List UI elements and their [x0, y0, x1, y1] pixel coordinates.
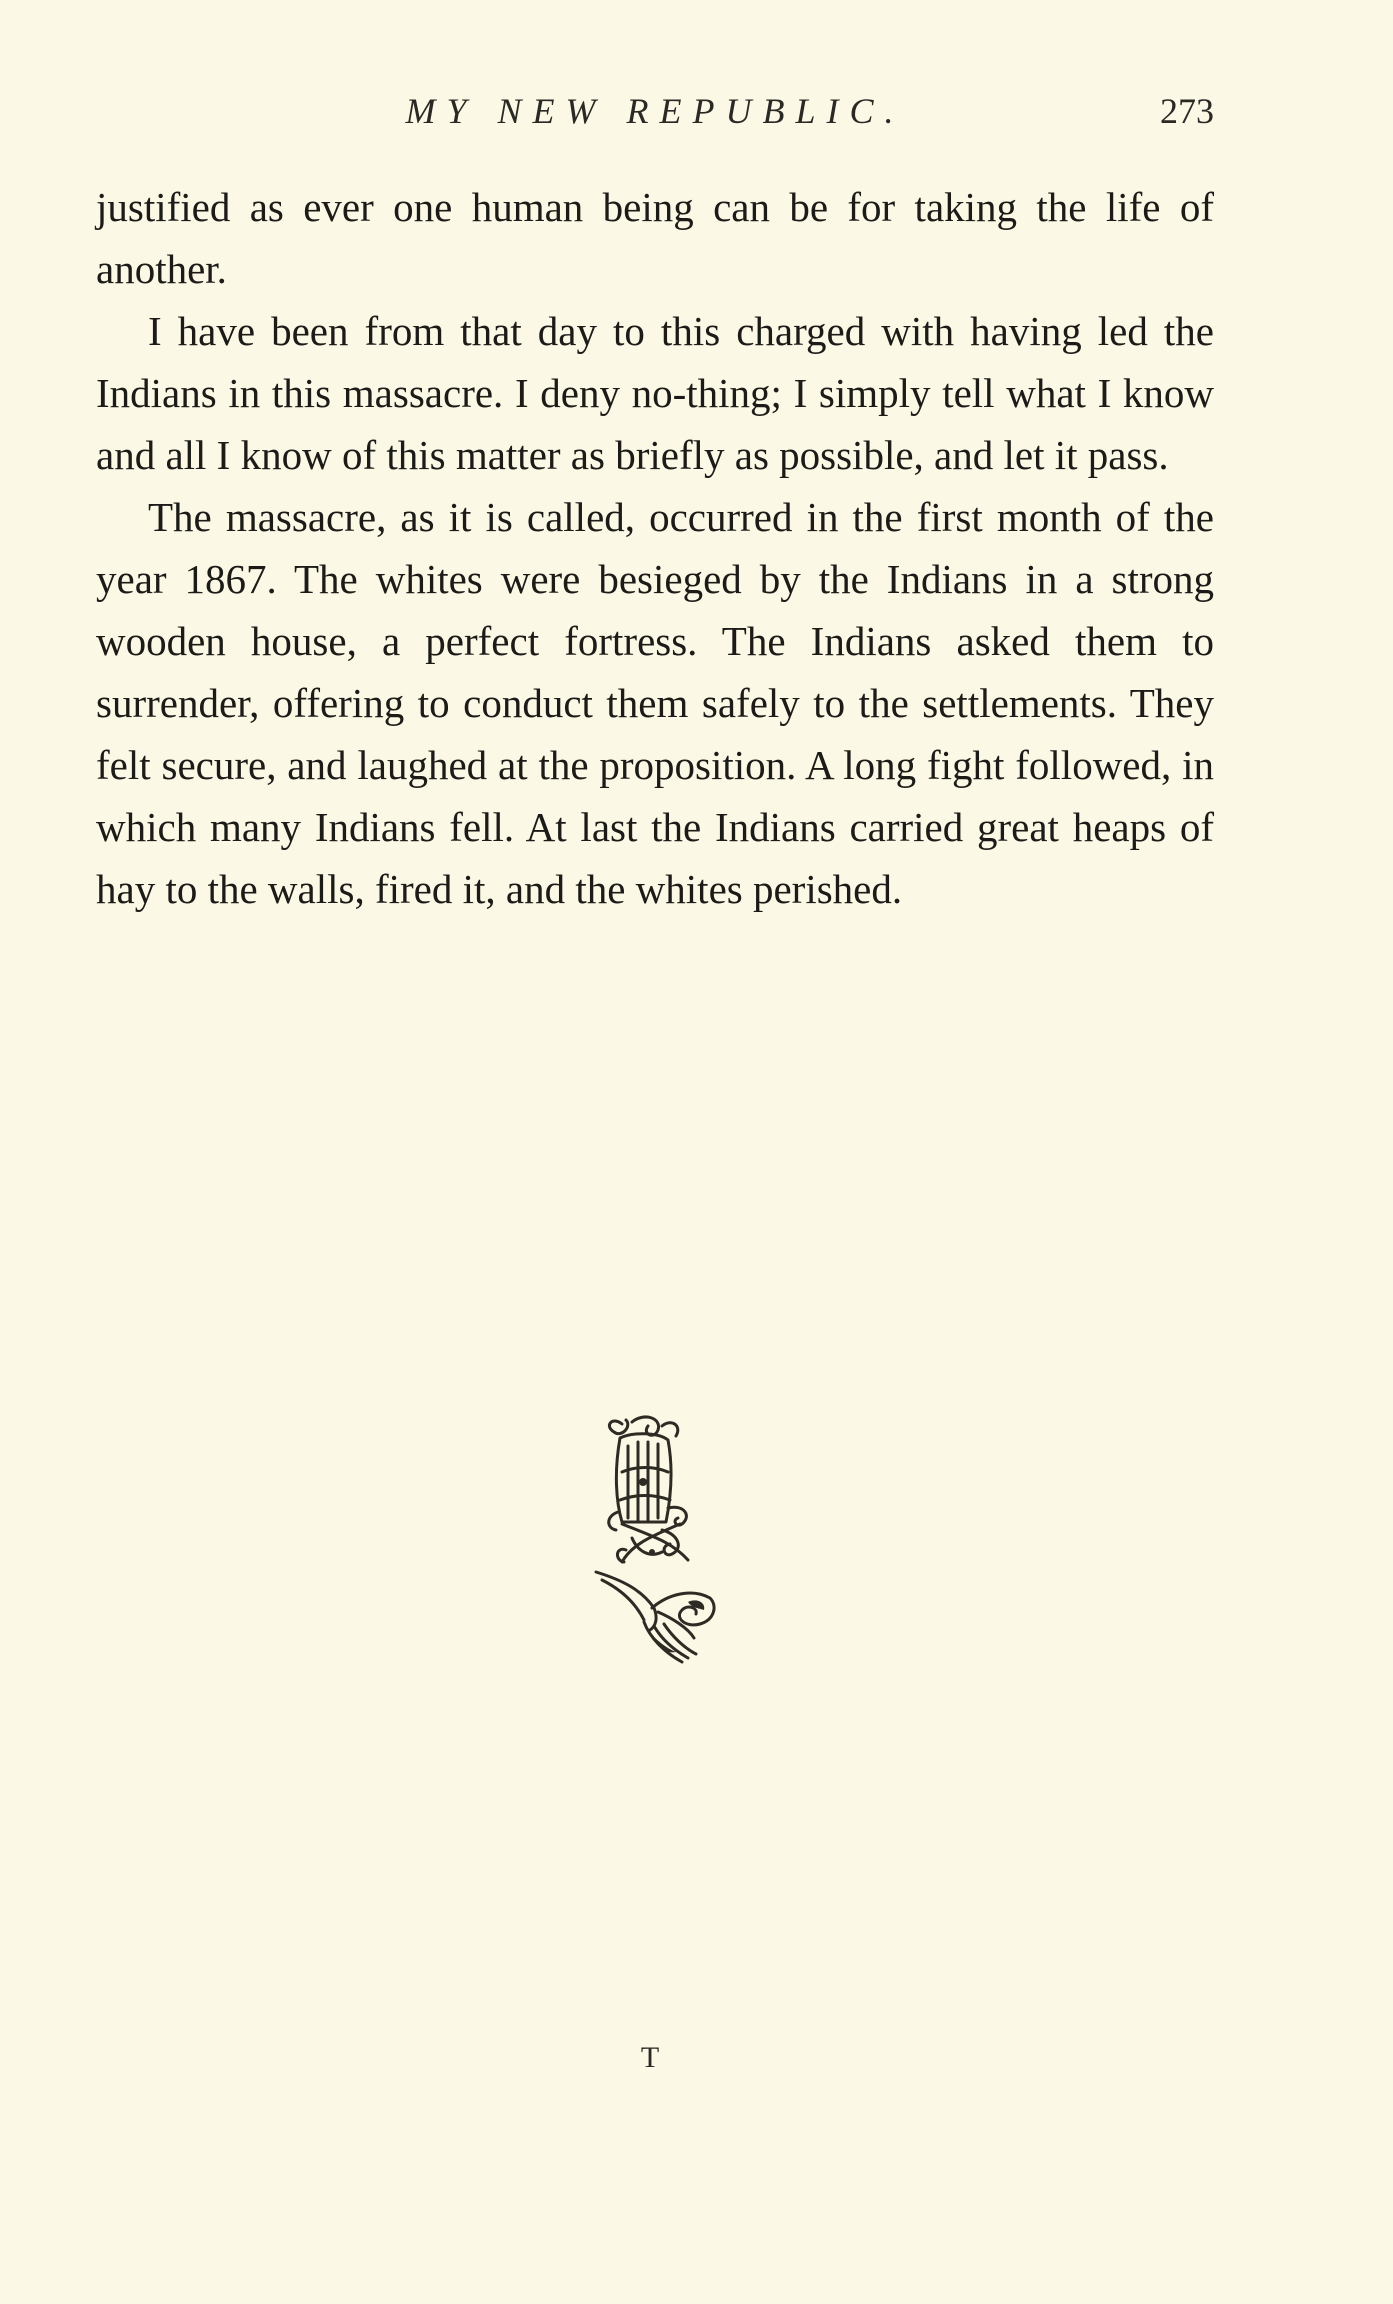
paragraph: The massacre, as it is called, occurred in the first month of the year 1867. The whites were besieged by the Indians in a strong wooden house, a perfect fortress. The Indians asked them to surrender, offering to conduct them safely to the settlements. They felt secure, and laughed at the proposition. A long fight followed, in which many Indians fell. At last the Indians carried great heaps of hay to the walls, fired it, and the whites perished. — [96, 494, 1214, 912]
paragraph-continuation: justified as ever one human being can be for taking the life of another. — [96, 184, 1214, 292]
floral-tailpiece-icon — [592, 1412, 724, 1672]
paragraph: I have been from that day to this charged with having led the Indians in this massacre. I deny no-thing; I simply tell what I know and all I know of this matter as briefly as possible, and let it pass. — [96, 308, 1214, 478]
page-number: 273 — [1160, 91, 1214, 131]
running-title: MY NEW REPUBLIC. — [405, 91, 905, 131]
body-text — [96, 176, 1214, 920]
running-head — [96, 84, 1214, 138]
signature-mark: T — [640, 2041, 660, 2074]
